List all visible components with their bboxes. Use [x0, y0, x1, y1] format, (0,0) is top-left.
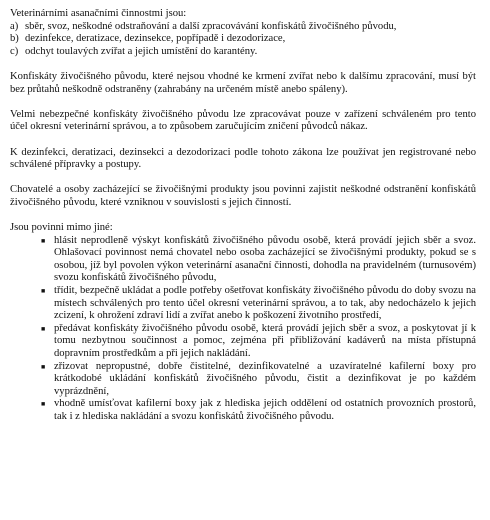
paragraph-breeders-duty: Chovatelé a osoby zacházející se živočišnými produkty jsou povinni zajistit neškodné odstranění konfiskátů živočišného původu, které vzniknou v souvislosti s jejich činností.	[10, 184, 476, 208]
duties-heading: Jsou povinni mimo jiné:	[10, 222, 113, 234]
square-bullet-icon: ■	[41, 400, 46, 409]
list-item	[41, 361, 476, 399]
intro-heading: Veterinárními asanačními činnostmi jsou:	[10, 8, 187, 19]
list-item-text: hlásit neprodleně výskyt konfiskátů živočišného původu osobě, která provádí jejich sběr a svoz. Ohlašovací povinnost nemá chovatel nebo osoba zacházející se živočišnými produkty, pokud se s osobou, jíž byl povolen výkon veterinární asanační činnosti, dohodla na pravidelném (turnusovém) svozu konfiskátů živočišného původu,	[54, 234, 476, 284]
intro-section	[10, 8, 476, 58]
list-marker: a)	[10, 20, 19, 32]
list-item-text: dezinfekce, deratizace, dezinsekce, popřípadě i dezodorizace,	[25, 33, 286, 45]
list-item	[41, 323, 476, 361]
list-marker: b)	[10, 33, 19, 45]
square-bullet-icon: ■	[41, 362, 46, 371]
square-bullet-icon: ■	[41, 236, 46, 245]
list-item	[10, 21, 476, 34]
paragraph-disposal: Konfiskáty živočišného původu, které nejsou vhodné ke krmení zvířat nebo k dalšímu zpracování, musí být bez průtahů neškodně odstraněny (zahrabány na určeném místě anebo spáleny).	[10, 70, 476, 95]
document-page	[10, 8, 476, 424]
list-item	[41, 398, 476, 423]
list-item-text: předávat konfiskáty živočišného původu osobě, která provádí jejich sběr a svoz, a poskytovat jí k tomu nezbytnou součinnost a pomoc, zejména při přibližování kadáverů na místa přístupná dopravním prostředkům a při jejich nakládání.	[54, 322, 476, 360]
list-item-text: sběr, svoz, neškodné odstraňování a další zpracovávání konfiskátů živočišného původu,	[25, 20, 397, 32]
list-item	[41, 285, 476, 323]
list-marker: c)	[10, 45, 19, 57]
list-item	[10, 46, 476, 59]
duties-section	[10, 222, 476, 424]
paragraph-disinfection: K dezinfekci, deratizaci, dezinsekci a dezodorizaci podle tohoto zákona lze používat jen registrované nebo schválené přípravky a postupy.	[10, 146, 476, 171]
list-item-text: třídit, bezpečně ukládat a podle potřeby ošetřovat konfiskáty živočišného původu do doby svozu na místech schválených pro tento účel okresní veterinární správou, a to tak, aby nedocházelo k jejich zcizení, k ohrožení zdraví lidí a zvířat anebo k poškození životního prostředí,	[54, 285, 476, 322]
list-item-text: vhodně umísťovat kafilerní boxy jak z hlediska jejich oddělení od ostatních provozních prostorů, tak i z hlediska nakládání a svozu konfiskátů živočišného původu.	[54, 398, 476, 422]
square-bullet-icon: ■	[41, 287, 46, 296]
square-bullet-icon: ■	[41, 324, 46, 333]
list-item-text: odchyt toulavých zvířat a jejich umístění do karantény.	[25, 45, 258, 57]
list-item	[10, 33, 476, 46]
list-item-text: zřizovat nepropustné, dobře čistitelné, dezinfikovatelné a uzavíratelné kafilerní boxy pro krátkodobé ukládání konfiskátů živočišného původu, čistit a dezinfikovat je po každém vyprázdnění,	[54, 360, 476, 397]
list-item	[41, 235, 476, 285]
paragraph-dangerous-confiscates: Velmi nebezpečné konfiskáty živočišného původu lze zpracovávat pouze v zařízení schváleném pro tento účel okresní veterinární správou, a to způsobem zaručujícím zničení původců nákaz.	[10, 108, 476, 133]
